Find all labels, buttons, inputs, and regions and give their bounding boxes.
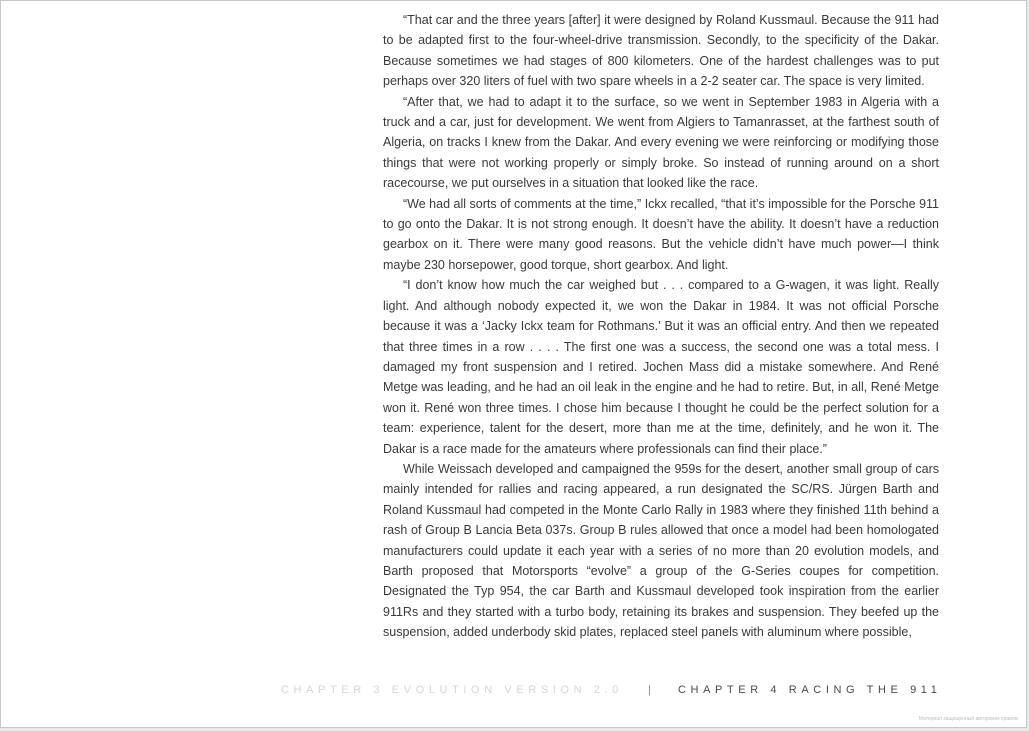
paragraph-1: “That car and the three years [after] it were designed by Roland Kussmaul. Because the 911 had to be adapted first to the four-wheel-drive transmission. Secondly, to the specificity of the Dakar. Because sometimes we had stages of 800 kilometers. One of the hardest challenges was to put perhaps over 320 liters of fuel with two spare wheels in a 2-2 seater car. The space is very limited. [383,13,939,89]
footer-separator: | [648,684,651,696]
paragraph-2: “After that, we had to adapt it to the surface, so we went in September 1983 in Algeria with a truck and a car, just for development. We went from Algiers to Tamanrasset, at the farthest south of Algeria, on tracks I knew from the Dakar. And every evening we were reinforcing or modifying those things that were not working properly or simply broke. So instead of running around on a short racecourse, we put ourselves in a situation that looked like the race. [383,94,939,191]
paragraph-3: “We had all sorts of comments at the time,” Ickx recalled, “that it’s impossible for the Porsche 911 to go onto the Dakar. It is not strong enough. It doesn’t have the ability. It doesn’t have a reduction gearbox on it. There were many good reasons. But the vehicle didn’t have much power—I think maybe 230 horsepower, good torque, short gearbox. And light. [383,196,939,272]
paragraph-4: “I don’t know how much the car weighed but . . . compared to a G-wagen, it was light. Really light. And although nobody expected it, we won the Dakar in 1984. It was not official Porsche because it was a ‘Jacky Ickx team for Rothmans.’ But it was an official entry. And then we repeated that three times in a row . . . . The first one was a success, the second one was a total mess. I damaged my front suspension and I retired. Jochen Mass did a mistake somewhere. And René Metge was leading, and he had an oil leak in the engine and he had to retire. But, in all, René Metge won it. René won three times. I chose him because I thought he could be the perfect solution for a team: experience, talent for the desert, more than me at the time, definitely, and he won it. The Dakar is a race made for the amateurs where professionals can find their place.” [383,278,939,456]
current-chapter-label: CHAPTER 4 RACING THE 911 [678,684,942,696]
copyright-watermark: Материал защищенный авторским правом [918,716,1018,722]
paragraph-5: While Weissach developed and campaigned the 959s for the desert, another small group of cars mainly intended for rallies and racing appeared, a run designated the SC/RS. Jürgen Barth and Roland Kussmaul had competed in the Monte Carlo Rally in 1983 where they finished 11th behind a rash of Group B Lancia Beta 037s. Group B rules allowed that once a model had been homologated manufacturers could update it each year with a series of no more than 20 evolution models, and Barth proposed that Motorsports “evolve” a group of the G-Series coupes for competition. Designated the Typ 954, the car Barth and Kussmaul developed took inspiration from the earlier 911Rs and they started with a turbo body, retaining its brakes and suspension. They beefed up the suspension, added underbody skid plates, replaced steel panels with aluminum where possible, [383,461,939,640]
previous-chapter-label: CHAPTER 3 EVOLUTION VERSION 2.0 [281,684,623,696]
body-text [383,10,939,643]
